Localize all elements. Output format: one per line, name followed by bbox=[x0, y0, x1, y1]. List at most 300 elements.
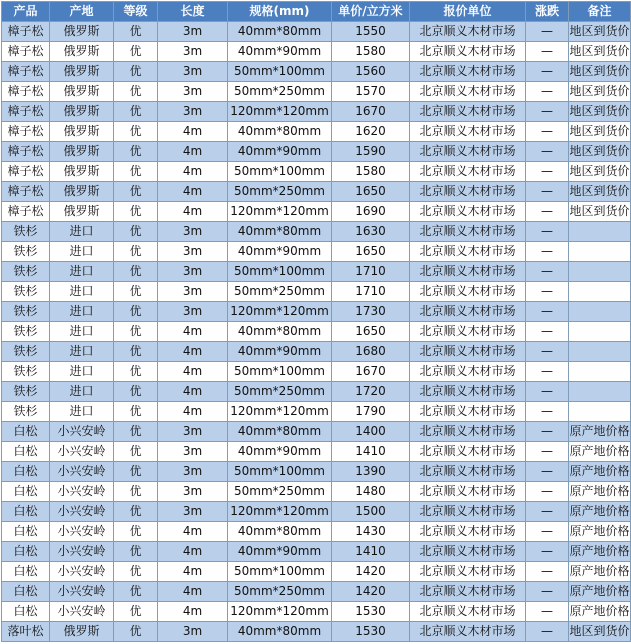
table-row bbox=[2, 162, 631, 182]
quote-source-cell: 北京顺义木材市场 bbox=[410, 522, 526, 542]
table-row bbox=[2, 602, 631, 622]
price-cell: 1410 bbox=[332, 442, 410, 462]
grade-cell: 优 bbox=[114, 282, 158, 302]
change-cell: — bbox=[526, 242, 569, 262]
price-cell: 1730 bbox=[332, 302, 410, 322]
note-cell: 地区到货价 bbox=[569, 42, 631, 62]
grade-cell: 优 bbox=[114, 602, 158, 622]
length-cell: 3m bbox=[158, 42, 228, 62]
table-row bbox=[2, 522, 631, 542]
note-cell bbox=[569, 402, 631, 422]
length-cell: 3m bbox=[158, 282, 228, 302]
product-cell: 白松 bbox=[2, 562, 50, 582]
spec-cell: 120mm*120mm bbox=[228, 302, 332, 322]
origin-cell: 小兴安岭 bbox=[50, 462, 114, 482]
quote-source-cell: 北京顺义木材市场 bbox=[410, 422, 526, 442]
length-cell: 4m bbox=[158, 342, 228, 362]
note-cell bbox=[569, 302, 631, 322]
quote-source-cell: 北京顺义木材市场 bbox=[410, 262, 526, 282]
table-row bbox=[2, 202, 631, 222]
origin-cell: 进口 bbox=[50, 282, 114, 302]
grade-cell: 优 bbox=[114, 622, 158, 642]
origin-cell: 进口 bbox=[50, 322, 114, 342]
origin-cell: 俄罗斯 bbox=[50, 182, 114, 202]
grade-cell: 优 bbox=[114, 522, 158, 542]
grade-cell: 优 bbox=[114, 482, 158, 502]
table-row bbox=[2, 562, 631, 582]
header-cell: 产地 bbox=[50, 2, 114, 22]
origin-cell: 进口 bbox=[50, 402, 114, 422]
timber-price-table bbox=[1, 1, 631, 642]
change-cell: — bbox=[526, 482, 569, 502]
table-row bbox=[2, 222, 631, 242]
origin-cell: 小兴安岭 bbox=[50, 542, 114, 562]
product-cell: 樟子松 bbox=[2, 182, 50, 202]
price-cell: 1480 bbox=[332, 482, 410, 502]
product-cell: 铁杉 bbox=[2, 262, 50, 282]
price-cell: 1390 bbox=[332, 462, 410, 482]
note-cell bbox=[569, 322, 631, 342]
spec-cell: 40mm*80mm bbox=[228, 322, 332, 342]
quote-source-cell: 北京顺义木材市场 bbox=[410, 322, 526, 342]
origin-cell: 俄罗斯 bbox=[50, 622, 114, 642]
length-cell: 3m bbox=[158, 82, 228, 102]
price-cell: 1590 bbox=[332, 142, 410, 162]
header-cell: 产品 bbox=[2, 2, 50, 22]
product-cell: 樟子松 bbox=[2, 202, 50, 222]
quote-source-cell: 北京顺义木材市场 bbox=[410, 282, 526, 302]
product-cell: 樟子松 bbox=[2, 122, 50, 142]
table-row bbox=[2, 142, 631, 162]
price-cell: 1720 bbox=[332, 382, 410, 402]
table-row bbox=[2, 182, 631, 202]
product-cell: 白松 bbox=[2, 602, 50, 622]
change-cell: — bbox=[526, 122, 569, 142]
origin-cell: 进口 bbox=[50, 302, 114, 322]
change-cell: — bbox=[526, 542, 569, 562]
grade-cell: 优 bbox=[114, 362, 158, 382]
table-row bbox=[2, 42, 631, 62]
note-cell: 地区到货价 bbox=[569, 202, 631, 222]
change-cell: — bbox=[526, 142, 569, 162]
price-cell: 1690 bbox=[332, 202, 410, 222]
price-cell: 1580 bbox=[332, 162, 410, 182]
price-cell: 1410 bbox=[332, 542, 410, 562]
change-cell: — bbox=[526, 102, 569, 122]
price-cell: 1650 bbox=[332, 182, 410, 202]
length-cell: 3m bbox=[158, 442, 228, 462]
length-cell: 3m bbox=[158, 242, 228, 262]
grade-cell: 优 bbox=[114, 462, 158, 482]
quote-source-cell: 北京顺义木材市场 bbox=[410, 42, 526, 62]
grade-cell: 优 bbox=[114, 122, 158, 142]
table-row bbox=[2, 582, 631, 602]
origin-cell: 俄罗斯 bbox=[50, 102, 114, 122]
length-cell: 4m bbox=[158, 202, 228, 222]
product-cell: 白松 bbox=[2, 442, 50, 462]
note-cell: 地区到货价 bbox=[569, 122, 631, 142]
grade-cell: 优 bbox=[114, 222, 158, 242]
note-cell bbox=[569, 242, 631, 262]
origin-cell: 进口 bbox=[50, 262, 114, 282]
price-cell: 1530 bbox=[332, 622, 410, 642]
header-row bbox=[2, 2, 631, 22]
origin-cell: 俄罗斯 bbox=[50, 142, 114, 162]
length-cell: 3m bbox=[158, 262, 228, 282]
origin-cell: 进口 bbox=[50, 222, 114, 242]
spec-cell: 40mm*80mm bbox=[228, 22, 332, 42]
product-cell: 樟子松 bbox=[2, 82, 50, 102]
note-cell bbox=[569, 342, 631, 362]
length-cell: 3m bbox=[158, 222, 228, 242]
length-cell: 3m bbox=[158, 102, 228, 122]
note-cell bbox=[569, 282, 631, 302]
length-cell: 4m bbox=[158, 182, 228, 202]
spec-cell: 50mm*100mm bbox=[228, 362, 332, 382]
quote-source-cell: 北京顺义木材市场 bbox=[410, 302, 526, 322]
origin-cell: 小兴安岭 bbox=[50, 442, 114, 462]
quote-source-cell: 北京顺义木材市场 bbox=[410, 602, 526, 622]
quote-source-cell: 北京顺义木材市场 bbox=[410, 242, 526, 262]
quote-source-cell: 北京顺义木材市场 bbox=[410, 202, 526, 222]
product-cell: 白松 bbox=[2, 502, 50, 522]
product-cell: 铁杉 bbox=[2, 382, 50, 402]
table-row bbox=[2, 442, 631, 462]
quote-source-cell: 北京顺义木材市场 bbox=[410, 62, 526, 82]
quote-source-cell: 北京顺义木材市场 bbox=[410, 182, 526, 202]
table-row bbox=[2, 342, 631, 362]
product-cell: 白松 bbox=[2, 542, 50, 562]
grade-cell: 优 bbox=[114, 262, 158, 282]
change-cell: — bbox=[526, 502, 569, 522]
note-cell: 原产地价格 bbox=[569, 602, 631, 622]
price-cell: 1630 bbox=[332, 222, 410, 242]
price-cell: 1710 bbox=[332, 282, 410, 302]
change-cell: — bbox=[526, 602, 569, 622]
change-cell: — bbox=[526, 582, 569, 602]
price-cell: 1420 bbox=[332, 562, 410, 582]
grade-cell: 优 bbox=[114, 202, 158, 222]
table-row bbox=[2, 402, 631, 422]
product-cell: 白松 bbox=[2, 482, 50, 502]
spec-cell: 50mm*250mm bbox=[228, 182, 332, 202]
quote-source-cell: 北京顺义木材市场 bbox=[410, 102, 526, 122]
spec-cell: 50mm*100mm bbox=[228, 262, 332, 282]
product-cell: 落叶松 bbox=[2, 622, 50, 642]
price-cell: 1530 bbox=[332, 602, 410, 622]
length-cell: 3m bbox=[158, 622, 228, 642]
spec-cell: 40mm*90mm bbox=[228, 42, 332, 62]
length-cell: 3m bbox=[158, 62, 228, 82]
product-cell: 白松 bbox=[2, 522, 50, 542]
note-cell: 原产地价格 bbox=[569, 562, 631, 582]
grade-cell: 优 bbox=[114, 182, 158, 202]
note-cell: 原产地价格 bbox=[569, 542, 631, 562]
table-row bbox=[2, 362, 631, 382]
quote-source-cell: 北京顺义木材市场 bbox=[410, 482, 526, 502]
spec-cell: 50mm*100mm bbox=[228, 62, 332, 82]
note-cell: 原产地价格 bbox=[569, 522, 631, 542]
spec-cell: 120mm*120mm bbox=[228, 102, 332, 122]
grade-cell: 优 bbox=[114, 422, 158, 442]
note-cell: 地区到货价 bbox=[569, 162, 631, 182]
header-cell: 规格(mm) bbox=[228, 2, 332, 22]
header-cell: 备注 bbox=[569, 2, 631, 22]
change-cell: — bbox=[526, 222, 569, 242]
product-cell: 白松 bbox=[2, 462, 50, 482]
grade-cell: 优 bbox=[114, 162, 158, 182]
spec-cell: 40mm*80mm bbox=[228, 622, 332, 642]
grade-cell: 优 bbox=[114, 582, 158, 602]
spec-cell: 40mm*90mm bbox=[228, 442, 332, 462]
quote-source-cell: 北京顺义木材市场 bbox=[410, 402, 526, 422]
length-cell: 4m bbox=[158, 602, 228, 622]
price-cell: 1400 bbox=[332, 422, 410, 442]
header-cell: 长度 bbox=[158, 2, 228, 22]
quote-source-cell: 北京顺义木材市场 bbox=[410, 142, 526, 162]
note-cell: 地区到货价 bbox=[569, 142, 631, 162]
product-cell: 铁杉 bbox=[2, 342, 50, 362]
origin-cell: 小兴安岭 bbox=[50, 602, 114, 622]
table-row bbox=[2, 122, 631, 142]
change-cell: — bbox=[526, 182, 569, 202]
note-cell: 原产地价格 bbox=[569, 502, 631, 522]
product-cell: 樟子松 bbox=[2, 102, 50, 122]
table-row bbox=[2, 422, 631, 442]
origin-cell: 小兴安岭 bbox=[50, 422, 114, 442]
quote-source-cell: 北京顺义木材市场 bbox=[410, 222, 526, 242]
table-row bbox=[2, 622, 631, 642]
origin-cell: 俄罗斯 bbox=[50, 82, 114, 102]
spec-cell: 50mm*100mm bbox=[228, 462, 332, 482]
grade-cell: 优 bbox=[114, 102, 158, 122]
spec-cell: 50mm*250mm bbox=[228, 82, 332, 102]
header-cell: 涨跌 bbox=[526, 2, 569, 22]
grade-cell: 优 bbox=[114, 322, 158, 342]
spec-cell: 120mm*120mm bbox=[228, 402, 332, 422]
quote-source-cell: 北京顺义木材市场 bbox=[410, 122, 526, 142]
note-cell: 地区到货价 bbox=[569, 82, 631, 102]
quote-source-cell: 北京顺义木材市场 bbox=[410, 562, 526, 582]
product-cell: 白松 bbox=[2, 422, 50, 442]
product-cell: 樟子松 bbox=[2, 142, 50, 162]
price-cell: 1570 bbox=[332, 82, 410, 102]
change-cell: — bbox=[526, 442, 569, 462]
grade-cell: 优 bbox=[114, 82, 158, 102]
table-row bbox=[2, 502, 631, 522]
quote-source-cell: 北京顺义木材市场 bbox=[410, 22, 526, 42]
length-cell: 4m bbox=[158, 562, 228, 582]
quote-source-cell: 北京顺义木材市场 bbox=[410, 442, 526, 462]
change-cell: — bbox=[526, 162, 569, 182]
price-cell: 1550 bbox=[332, 22, 410, 42]
spec-cell: 40mm*80mm bbox=[228, 222, 332, 242]
origin-cell: 俄罗斯 bbox=[50, 162, 114, 182]
length-cell: 3m bbox=[158, 502, 228, 522]
change-cell: — bbox=[526, 562, 569, 582]
note-cell: 地区到货价 bbox=[569, 182, 631, 202]
change-cell: — bbox=[526, 82, 569, 102]
origin-cell: 俄罗斯 bbox=[50, 22, 114, 42]
spec-cell: 120mm*120mm bbox=[228, 602, 332, 622]
table-row bbox=[2, 262, 631, 282]
origin-cell: 进口 bbox=[50, 362, 114, 382]
price-cell: 1670 bbox=[332, 362, 410, 382]
note-cell: 地区到货价 bbox=[569, 622, 631, 642]
product-cell: 樟子松 bbox=[2, 42, 50, 62]
grade-cell: 优 bbox=[114, 442, 158, 462]
note-cell: 原产地价格 bbox=[569, 482, 631, 502]
change-cell: — bbox=[526, 362, 569, 382]
change-cell: — bbox=[526, 422, 569, 442]
origin-cell: 小兴安岭 bbox=[50, 562, 114, 582]
price-cell: 1620 bbox=[332, 122, 410, 142]
product-cell: 铁杉 bbox=[2, 362, 50, 382]
product-cell: 铁杉 bbox=[2, 242, 50, 262]
table-row bbox=[2, 462, 631, 482]
length-cell: 3m bbox=[158, 482, 228, 502]
table-row bbox=[2, 242, 631, 262]
grade-cell: 优 bbox=[114, 302, 158, 322]
note-cell: 原产地价格 bbox=[569, 582, 631, 602]
grade-cell: 优 bbox=[114, 502, 158, 522]
length-cell: 4m bbox=[158, 122, 228, 142]
change-cell: — bbox=[526, 522, 569, 542]
grade-cell: 优 bbox=[114, 402, 158, 422]
origin-cell: 小兴安岭 bbox=[50, 502, 114, 522]
change-cell: — bbox=[526, 62, 569, 82]
length-cell: 4m bbox=[158, 162, 228, 182]
origin-cell: 进口 bbox=[50, 382, 114, 402]
change-cell: — bbox=[526, 42, 569, 62]
price-cell: 1680 bbox=[332, 342, 410, 362]
change-cell: — bbox=[526, 622, 569, 642]
grade-cell: 优 bbox=[114, 242, 158, 262]
change-cell: — bbox=[526, 402, 569, 422]
change-cell: — bbox=[526, 262, 569, 282]
grade-cell: 优 bbox=[114, 22, 158, 42]
table-row bbox=[2, 542, 631, 562]
spec-cell: 50mm*100mm bbox=[228, 562, 332, 582]
quote-source-cell: 北京顺义木材市场 bbox=[410, 362, 526, 382]
length-cell: 3m bbox=[158, 462, 228, 482]
product-cell: 樟子松 bbox=[2, 22, 50, 42]
product-cell: 铁杉 bbox=[2, 222, 50, 242]
length-cell: 3m bbox=[158, 22, 228, 42]
table-row bbox=[2, 322, 631, 342]
length-cell: 3m bbox=[158, 302, 228, 322]
origin-cell: 进口 bbox=[50, 342, 114, 362]
spec-cell: 50mm*250mm bbox=[228, 582, 332, 602]
spec-cell: 120mm*120mm bbox=[228, 202, 332, 222]
table-body bbox=[2, 22, 631, 642]
change-cell: — bbox=[526, 382, 569, 402]
note-cell bbox=[569, 362, 631, 382]
product-cell: 铁杉 bbox=[2, 302, 50, 322]
price-cell: 1420 bbox=[332, 582, 410, 602]
product-cell: 樟子松 bbox=[2, 62, 50, 82]
price-cell: 1580 bbox=[332, 42, 410, 62]
table-row bbox=[2, 302, 631, 322]
origin-cell: 俄罗斯 bbox=[50, 42, 114, 62]
change-cell: — bbox=[526, 322, 569, 342]
origin-cell: 俄罗斯 bbox=[50, 122, 114, 142]
length-cell: 4m bbox=[158, 582, 228, 602]
length-cell: 4m bbox=[158, 142, 228, 162]
table-row bbox=[2, 282, 631, 302]
header-cell: 等级 bbox=[114, 2, 158, 22]
length-cell: 4m bbox=[158, 382, 228, 402]
table-row bbox=[2, 382, 631, 402]
note-cell bbox=[569, 262, 631, 282]
price-cell: 1670 bbox=[332, 102, 410, 122]
note-cell: 地区到货价 bbox=[569, 22, 631, 42]
spec-cell: 50mm*250mm bbox=[228, 482, 332, 502]
price-cell: 1710 bbox=[332, 262, 410, 282]
note-cell bbox=[569, 222, 631, 242]
note-cell bbox=[569, 382, 631, 402]
spec-cell: 40mm*90mm bbox=[228, 542, 332, 562]
note-cell: 原产地价格 bbox=[569, 422, 631, 442]
grade-cell: 优 bbox=[114, 142, 158, 162]
spec-cell: 40mm*90mm bbox=[228, 242, 332, 262]
spec-cell: 120mm*120mm bbox=[228, 502, 332, 522]
grade-cell: 优 bbox=[114, 62, 158, 82]
quote-source-cell: 北京顺义木材市场 bbox=[410, 382, 526, 402]
price-cell: 1430 bbox=[332, 522, 410, 542]
grade-cell: 优 bbox=[114, 382, 158, 402]
origin-cell: 小兴安岭 bbox=[50, 482, 114, 502]
spec-cell: 40mm*80mm bbox=[228, 422, 332, 442]
quote-source-cell: 北京顺义木材市场 bbox=[410, 622, 526, 642]
origin-cell: 进口 bbox=[50, 242, 114, 262]
table-row bbox=[2, 62, 631, 82]
spec-cell: 40mm*90mm bbox=[228, 142, 332, 162]
change-cell: — bbox=[526, 302, 569, 322]
change-cell: — bbox=[526, 282, 569, 302]
product-cell: 樟子松 bbox=[2, 162, 50, 182]
product-cell: 白松 bbox=[2, 582, 50, 602]
spec-cell: 40mm*80mm bbox=[228, 122, 332, 142]
grade-cell: 优 bbox=[114, 42, 158, 62]
product-cell: 铁杉 bbox=[2, 402, 50, 422]
spec-cell: 50mm*100mm bbox=[228, 162, 332, 182]
header-cell: 单价/立方米 bbox=[332, 2, 410, 22]
change-cell: — bbox=[526, 22, 569, 42]
table-row bbox=[2, 82, 631, 102]
spec-cell: 50mm*250mm bbox=[228, 282, 332, 302]
change-cell: — bbox=[526, 342, 569, 362]
length-cell: 3m bbox=[158, 422, 228, 442]
price-cell: 1650 bbox=[332, 242, 410, 262]
spec-cell: 50mm*250mm bbox=[228, 382, 332, 402]
origin-cell: 俄罗斯 bbox=[50, 202, 114, 222]
quote-source-cell: 北京顺义木材市场 bbox=[410, 162, 526, 182]
price-cell: 1650 bbox=[332, 322, 410, 342]
change-cell: — bbox=[526, 462, 569, 482]
spec-cell: 40mm*80mm bbox=[228, 522, 332, 542]
spec-cell: 40mm*90mm bbox=[228, 342, 332, 362]
origin-cell: 小兴安岭 bbox=[50, 582, 114, 602]
origin-cell: 小兴安岭 bbox=[50, 522, 114, 542]
length-cell: 4m bbox=[158, 322, 228, 342]
quote-source-cell: 北京顺义木材市场 bbox=[410, 502, 526, 522]
grade-cell: 优 bbox=[114, 342, 158, 362]
length-cell: 4m bbox=[158, 402, 228, 422]
price-cell: 1500 bbox=[332, 502, 410, 522]
quote-source-cell: 北京顺义木材市场 bbox=[410, 342, 526, 362]
length-cell: 4m bbox=[158, 362, 228, 382]
